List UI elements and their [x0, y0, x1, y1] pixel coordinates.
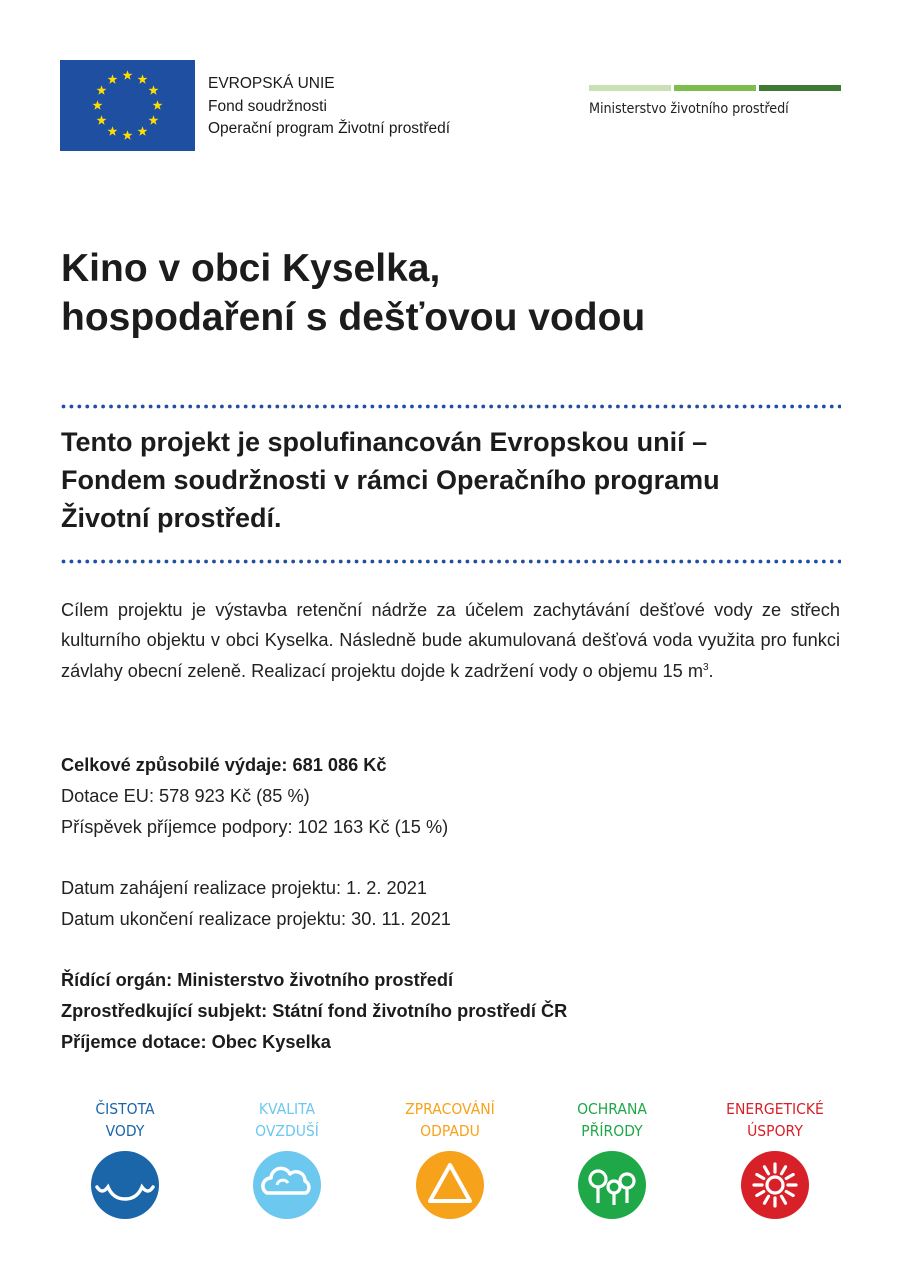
divider-dot: [77, 405, 81, 409]
divider-dot: [656, 405, 660, 409]
divider-dot: [196, 560, 200, 564]
divider-dot: [584, 560, 588, 564]
grant-recipient: Příjemce dotace: Obec Kyselka: [61, 1032, 331, 1052]
subtitle-line-3: Životní prostředí.: [61, 503, 282, 533]
axis-air-line-2: OVZDUŠÍ: [255, 1122, 319, 1140]
eu-line-3: Operační program Životní prostředí: [208, 120, 451, 137]
divider-dot: [711, 560, 715, 564]
divider-dot: [172, 405, 176, 409]
start-date: Datum zahájení realizace projektu: 1. 2. 2021: [61, 878, 427, 898]
divider-dot: [751, 405, 755, 409]
eu-star: [108, 74, 118, 83]
divider-dot: [172, 560, 176, 564]
divider-dot: [165, 560, 169, 564]
intermediary-body: Zprostředkující subjekt: Státní fond životního prostředí ČR: [61, 1001, 568, 1021]
divider-dot: [299, 405, 303, 409]
divider-dot: [410, 560, 414, 564]
axis-energy-line-2: ÚSPORY: [747, 1122, 803, 1140]
divider-dot: [473, 405, 477, 409]
axis-energy-line-1: ENERGETICKÉ: [726, 1100, 824, 1118]
divider-dot: [759, 560, 763, 564]
eu-star: [123, 70, 133, 79]
divider-dot: [363, 405, 367, 409]
divider-dot: [838, 405, 841, 409]
title-line-1: Kino v obci Kyselka,: [61, 247, 441, 290]
divider-dot: [545, 405, 549, 409]
dotted-divider-top: [61, 404, 841, 409]
divider-dot: [806, 405, 810, 409]
divider-dot: [592, 405, 596, 409]
divider-dot: [133, 405, 137, 409]
divider-dot: [513, 405, 517, 409]
divider-dot: [101, 560, 105, 564]
eu-star: [108, 126, 118, 135]
divider-dot: [323, 405, 327, 409]
divider-dot: [774, 405, 778, 409]
divider-dot: [735, 405, 739, 409]
divider-dot: [529, 560, 533, 564]
costs-block: [61, 750, 448, 843]
divider-dot: [149, 560, 153, 564]
divider-dot: [798, 405, 802, 409]
axis-nature-line-2: PŘÍRODY: [581, 1122, 643, 1140]
divider-dot: [394, 405, 398, 409]
eu-star: [138, 74, 148, 83]
divider-dot: [679, 405, 683, 409]
ministry-bar-mid: [674, 85, 756, 91]
divider-dot: [481, 405, 485, 409]
divider-dot: [260, 560, 264, 564]
divider-dot: [275, 405, 279, 409]
divider-dot: [157, 560, 161, 564]
divider-dot: [244, 405, 248, 409]
axis-water-line-1: ČISTOTA: [95, 1100, 155, 1118]
divider-dot: [434, 560, 438, 564]
description-text: Cílem projektu je výstavba retenční nádrže za účelem zachytávání dešťové vody ze střech kulturního objektu v obci Kyselka. Následně bude akumulovaná dešťová voda využita pro funkci závlahy obecní zeleně. Realizací projektu dojde k zadržení vody o objemu 15 m: [61, 600, 840, 681]
divider-dot: [687, 405, 691, 409]
divider-dot: [814, 405, 818, 409]
divider-dot: [798, 560, 802, 564]
divider-dot: [505, 405, 509, 409]
divider-dot: [394, 560, 398, 564]
divider-dot: [236, 405, 240, 409]
divider-dot: [814, 560, 818, 564]
divider-dot: [719, 560, 723, 564]
divider-dot: [307, 560, 311, 564]
divider-dot: [165, 405, 169, 409]
recycle-triangle-icon: [416, 1151, 484, 1219]
divider-dot: [228, 405, 232, 409]
divider-dot: [648, 560, 652, 564]
divider-dot: [450, 405, 454, 409]
eu-stars-icon: [60, 60, 195, 151]
divider-dot: [537, 405, 541, 409]
end-date: Datum ukončení realizace projektu: 30. 11. 2021: [61, 909, 451, 929]
divider-dot: [822, 560, 826, 564]
divider-dot: [188, 560, 192, 564]
divider-dot: [584, 405, 588, 409]
divider-dot: [196, 405, 200, 409]
divider-dot: [220, 560, 224, 564]
divider-dot: [481, 560, 485, 564]
divider-dot: [624, 560, 628, 564]
divider-dot: [363, 560, 367, 564]
divider-dot: [568, 405, 572, 409]
divider-dot: [236, 560, 240, 564]
divider-dot: [70, 405, 74, 409]
divider-dot: [790, 560, 794, 564]
divider-dot: [489, 405, 493, 409]
divider-dot: [751, 560, 755, 564]
axis-nature-line-1: OCHRANA: [577, 1100, 647, 1118]
divider-dot: [386, 560, 390, 564]
divider-dot: [93, 405, 97, 409]
dates-block: [61, 873, 451, 935]
divider-dot: [70, 560, 74, 564]
divider-dot: [561, 560, 565, 564]
total-costs: Celkové způsobilé výdaje: 681 086 Kč: [61, 755, 387, 775]
divider-dot: [450, 560, 454, 564]
divider-dot: [204, 560, 208, 564]
axis-water-line-2: VODY: [105, 1122, 145, 1140]
divider-dot: [260, 405, 264, 409]
managing-authority: Řídící orgán: Ministerstvo životního prostředí: [61, 970, 454, 990]
divider-dot: [466, 405, 470, 409]
divider-dot: [458, 560, 462, 564]
title-line-2: hospodaření s dešťovou vodou: [61, 296, 646, 339]
divider-dot: [117, 405, 121, 409]
divider-dot: [513, 560, 517, 564]
divider-dot: [703, 560, 707, 564]
divider-dot: [426, 405, 430, 409]
divider-dot: [109, 405, 113, 409]
divider-dot: [703, 405, 707, 409]
divider-dot: [378, 560, 382, 564]
divider-dot: [592, 560, 596, 564]
divider-dot: [719, 405, 723, 409]
divider-dot: [212, 560, 216, 564]
divider-dot: [632, 560, 636, 564]
axis-water: [60, 1098, 190, 1142]
eu-star: [97, 115, 107, 124]
divider-dot: [370, 405, 374, 409]
priority-axes-icons: [60, 1098, 840, 1228]
ministry-name: Ministerstvo životního prostředí: [589, 100, 789, 117]
trees-icon: [578, 1151, 646, 1219]
divider-dot: [101, 405, 105, 409]
eu-star: [149, 115, 159, 124]
divider-dot: [648, 405, 652, 409]
axis-air-line-1: KVALITA: [258, 1100, 316, 1118]
divider-dot: [473, 560, 477, 564]
divider-dot: [180, 560, 184, 564]
divider-dot: [711, 405, 715, 409]
divider-dot: [85, 405, 89, 409]
divider-dot: [759, 405, 763, 409]
divider-dot: [315, 405, 319, 409]
divider-dot: [133, 560, 137, 564]
divider-dot: [188, 405, 192, 409]
eu-program-text: [208, 73, 450, 141]
project-description: [61, 595, 840, 686]
funding-statement: [61, 423, 851, 537]
divider-dot: [228, 560, 232, 564]
dotted-divider-bottom: [61, 559, 841, 564]
divider-dot: [331, 405, 335, 409]
divider-dot: [291, 405, 295, 409]
divider-dot: [489, 560, 493, 564]
divider-dot: [299, 560, 303, 564]
eu-star: [149, 85, 159, 94]
divider-dot: [521, 405, 525, 409]
divider-dot: [370, 560, 374, 564]
divider-dot: [497, 405, 501, 409]
ministry-color-bars: [589, 85, 841, 91]
divider-dot: [458, 405, 462, 409]
divider-dot: [497, 560, 501, 564]
page-title: [61, 244, 645, 342]
divider-dot: [553, 560, 557, 564]
divider-dot: [347, 405, 351, 409]
divider-dot: [93, 560, 97, 564]
divider-dot: [830, 560, 834, 564]
cloud-icon: [253, 1151, 321, 1219]
divider-dot: [521, 560, 525, 564]
divider-dot: [656, 560, 660, 564]
divider-dot: [782, 405, 786, 409]
divider-dot: [695, 560, 699, 564]
cubic-superscript: 3: [702, 661, 709, 673]
ministry-bar-light: [589, 85, 671, 91]
divider-dot: [568, 560, 572, 564]
divider-dot: [315, 560, 319, 564]
divider-dot: [695, 405, 699, 409]
divider-dot: [687, 560, 691, 564]
divider-dot: [442, 560, 446, 564]
divider-dot: [640, 560, 644, 564]
divider-dot: [85, 560, 89, 564]
divider-dot: [378, 405, 382, 409]
divider-dot: [766, 405, 770, 409]
eu-line-1: EVROPSKÁ UNIE: [208, 75, 335, 92]
divider-dot: [339, 560, 343, 564]
divider-dot: [418, 405, 422, 409]
axis-nature: [547, 1098, 677, 1142]
divider-dot: [410, 405, 414, 409]
divider-dot: [347, 560, 351, 564]
divider-dot: [157, 405, 161, 409]
eu-star: [93, 100, 103, 109]
eu-star: [97, 85, 107, 94]
divider-dot: [402, 405, 406, 409]
divider-dot: [291, 560, 295, 564]
divider-dot: [268, 405, 272, 409]
divider-dot: [830, 405, 834, 409]
divider-dot: [679, 560, 683, 564]
divider-dot: [180, 405, 184, 409]
recipient-contribution: Příspěvek příjemce podpory: 102 163 Kč (15 %): [61, 817, 449, 837]
divider-dot: [664, 560, 668, 564]
subtitle-line-2: Fondem soudržnosti v rámci Operačního programu: [61, 465, 720, 495]
divider-dot: [505, 560, 509, 564]
divider-dot: [790, 405, 794, 409]
divider-dot: [624, 405, 628, 409]
divider-dot: [402, 560, 406, 564]
water-icon: [91, 1151, 159, 1219]
divider-dot: [141, 405, 145, 409]
divider-dot: [529, 405, 533, 409]
divider-dot: [561, 405, 565, 409]
divider-dot: [774, 560, 778, 564]
divider-dot: [600, 560, 604, 564]
divider-dot: [141, 560, 145, 564]
divider-dot: [62, 560, 66, 564]
axis-waste-line-2: ODPADU: [420, 1122, 480, 1140]
divider-dot: [212, 405, 216, 409]
divider-dot: [632, 405, 636, 409]
divider-dot: [616, 560, 620, 564]
description-end: .: [708, 660, 714, 681]
divider-dot: [576, 405, 580, 409]
divider-dot: [671, 405, 675, 409]
eu-grant: Dotace EU: 578 923 Kč (85 %): [61, 786, 310, 806]
divider-dot: [62, 405, 66, 409]
divider-dot: [743, 405, 747, 409]
divider-dot: [109, 560, 113, 564]
divider-dot: [426, 560, 430, 564]
divider-dot: [664, 405, 668, 409]
divider-dot: [220, 405, 224, 409]
axis-air: [222, 1098, 352, 1142]
divider-dot: [117, 560, 121, 564]
divider-dot: [838, 560, 841, 564]
ministry-logo: [589, 85, 841, 117]
eu-star: [123, 130, 133, 139]
divider-dot: [545, 560, 549, 564]
divider-dot: [553, 405, 557, 409]
eu-star: [138, 126, 148, 135]
divider-dot: [537, 560, 541, 564]
eu-line-2: Fond soudržnosti: [208, 97, 327, 115]
divider-dot: [125, 560, 129, 564]
divider-dot: [268, 560, 272, 564]
divider-dot: [283, 405, 287, 409]
divider-dot: [806, 560, 810, 564]
divider-dot: [252, 405, 256, 409]
divider-dot: [323, 560, 327, 564]
divider-dot: [77, 560, 81, 564]
subtitle-line-1: Tento projekt je spolufinancován Evropskou unií –: [61, 427, 708, 457]
divider-dot: [782, 560, 786, 564]
eu-star: [153, 100, 163, 109]
axis-waste: [385, 1098, 515, 1142]
axis-waste-line-1: ZPRACOVÁNÍ: [405, 1100, 495, 1118]
divider-dot: [822, 405, 826, 409]
divider-dot: [283, 560, 287, 564]
eu-flag-logo: [60, 60, 195, 151]
sun-icon: [741, 1151, 809, 1219]
organizations-block: [61, 965, 567, 1058]
divider-dot: [743, 560, 747, 564]
divider-dot: [339, 405, 343, 409]
divider-dot: [727, 405, 731, 409]
divider-dot: [418, 560, 422, 564]
divider-dot: [766, 560, 770, 564]
divider-dot: [252, 560, 256, 564]
divider-dot: [608, 560, 612, 564]
axis-energy: [710, 1098, 840, 1142]
divider-dot: [600, 405, 604, 409]
divider-dot: [640, 405, 644, 409]
divider-dot: [616, 405, 620, 409]
ministry-bar-dark: [759, 85, 841, 91]
divider-dot: [355, 405, 359, 409]
divider-dot: [608, 405, 612, 409]
divider-dot: [331, 560, 335, 564]
divider-dot: [355, 560, 359, 564]
divider-dot: [125, 405, 129, 409]
divider-dot: [671, 560, 675, 564]
divider-dot: [442, 405, 446, 409]
divider-dot: [149, 405, 153, 409]
divider-dot: [434, 405, 438, 409]
divider-dot: [386, 405, 390, 409]
divider-dot: [727, 560, 731, 564]
divider-dot: [275, 560, 279, 564]
divider-dot: [735, 560, 739, 564]
divider-dot: [576, 560, 580, 564]
divider-dot: [466, 560, 470, 564]
divider-dot: [244, 560, 248, 564]
divider-dot: [307, 405, 311, 409]
divider-dot: [204, 405, 208, 409]
